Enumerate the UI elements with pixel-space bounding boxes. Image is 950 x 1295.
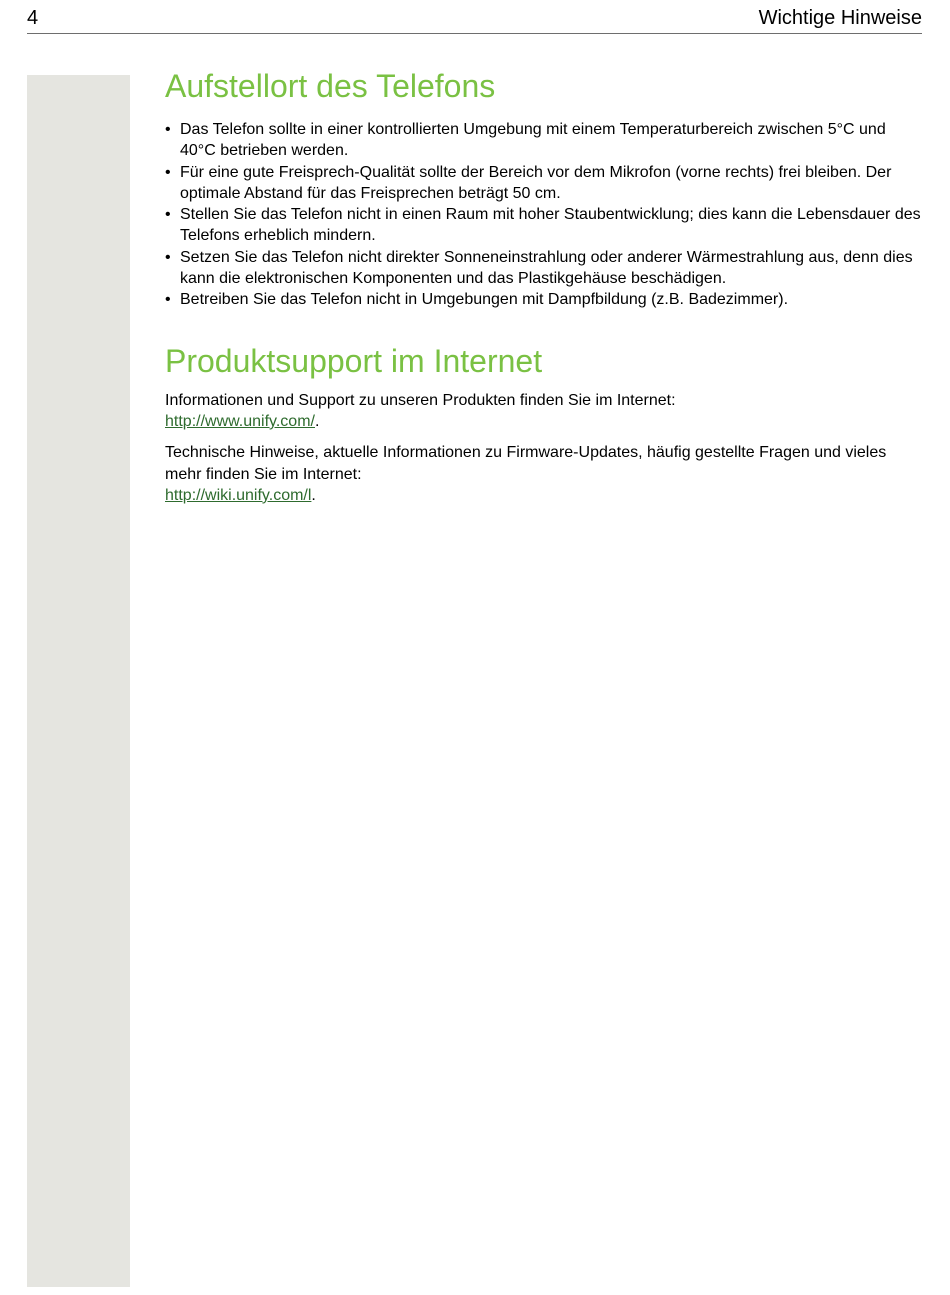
unify-wiki-link[interactable]: http://wiki.unify.com/l [165,486,312,504]
page-number: 4 [27,7,39,29]
page-content [165,64,925,506]
unify-website-link[interactable]: http://www.unify.com/ [165,412,315,430]
wiki-paragraph [165,442,925,506]
bullet-icon: • [165,163,171,181]
list-item-text: Betreiben Sie das Telefon nicht in Umgebungen mit Dampfbildung (z.B. Badezimmer). [180,291,789,309]
support-paragraph-text: Informationen und Support zu unseren Produkten finden Sie im Internet: [165,391,676,409]
section-placement [165,64,925,311]
header-divider [27,33,922,34]
link-suffix: . [314,412,320,430]
list-item [165,289,925,310]
link-suffix: . [311,486,316,504]
running-title: Wichtige Hinweise [758,7,922,29]
section-heading-support: Produktsupport im Internet [165,342,543,379]
list-item [165,162,925,205]
list-item [165,247,925,290]
bullet-icon: • [165,121,171,138]
list-item-text: Stellen Sie das Telefon nicht in einen Raum mit hoher Staubentwicklung; dies kann die Lebensdauer des Telefons erheblich mindern. [180,206,921,245]
bullet-icon: • [165,291,171,309]
placement-bullet-list [165,119,925,311]
list-item-text: Das Telefon sollte in einer kontrollierten Umgebung mit einem Temperaturbereich zwischen 5°C und 40°C betrieben werden. [180,121,886,160]
section-support [165,339,925,506]
list-item [165,204,925,247]
side-margin-bar [27,75,130,1287]
bullet-icon: • [165,206,171,224]
section-heading-placement: Aufstellort des Telefons [165,68,496,104]
bullet-icon: • [165,248,171,266]
support-paragraph [165,390,925,433]
list-item [165,119,925,162]
wiki-paragraph-text: Technische Hinweise, aktuelle Informationen zu Firmware-Updates, häufig gestellte Fragen und vieles mehr finden Sie im Internet: [165,444,887,483]
list-item-text: Setzen Sie das Telefon nicht direkter Sonneneinstrahlung oder anderer Wärmestrahlung aus, denn dies kann die elektronischen Komponenten und das Plastikgehäuse beschädigen. [180,248,913,288]
list-item-text: Für eine gute Freisprech-Qualität sollte der Bereich vor dem Mikrofon (vorne rechts) frei bleiben. Der optimale Abstand für das Freisprechen beträgt 50 cm. [180,163,892,202]
